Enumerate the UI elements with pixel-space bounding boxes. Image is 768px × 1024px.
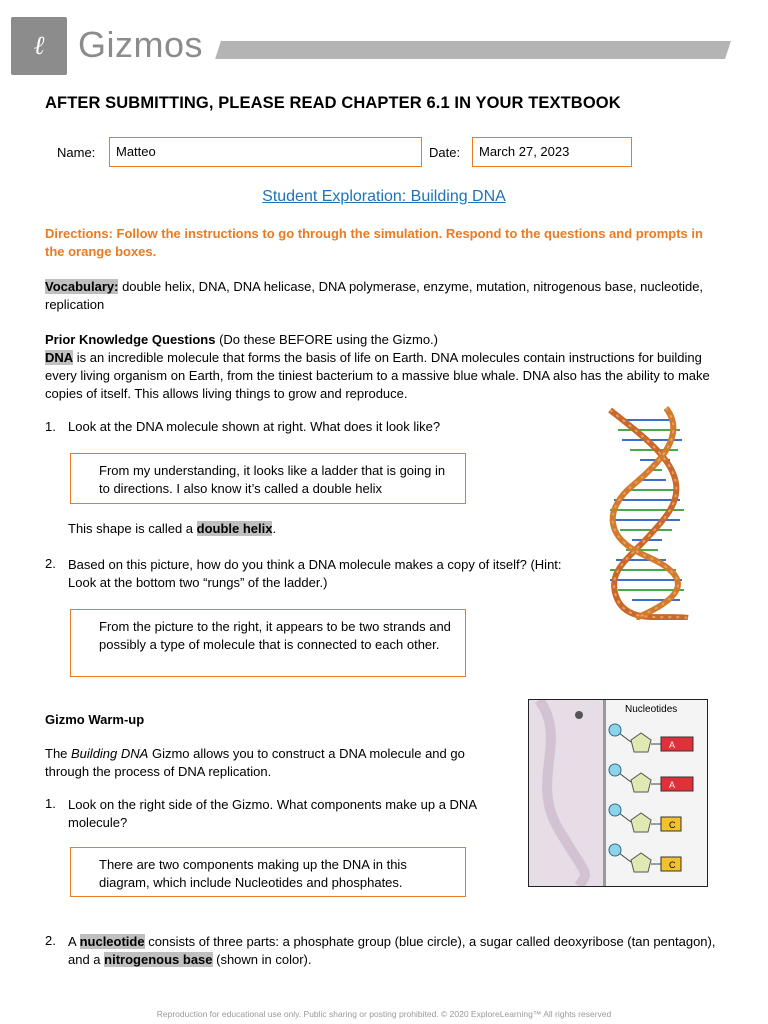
warmup-q1-number: 1. <box>45 796 56 811</box>
page-title[interactable]: Student Exploration: Building DNA <box>262 188 506 205</box>
base-letter: C <box>669 860 676 870</box>
sugar-pentagon <box>631 733 651 752</box>
prior-intro: is an incredible molecule that forms the basis of life on Earth. DNA molecules contain instructions for building every living organism on Earth, from the tiniest bacterium to a massive blue whale. DNA also has the ability to make copies of itself. This allows living things to grow and reproduce. <box>45 350 710 401</box>
panel-divider <box>603 700 606 886</box>
vocabulary-terms: double helix, DNA, DNA helicase, DNA polymerase, enzyme, mutation, nitrogenous base, nucleotide, replication <box>45 279 704 312</box>
prior-heading: Prior Knowledge Questions <box>45 332 216 347</box>
gizmos-brand: Gizmos <box>78 24 204 65</box>
shape-sentence: This shape is called a double helix. <box>68 521 277 536</box>
nucleotide-item[interactable] <box>609 764 693 792</box>
q1-text: Look at the DNA molecule shown at right. What does it look like? <box>68 419 441 434</box>
warmup-q2-number: 2. <box>45 933 56 948</box>
dna-double-helix-image <box>596 406 700 620</box>
sugar-pentagon <box>631 813 651 832</box>
header-bar <box>215 41 731 59</box>
q2-text: Based on this picture, how do you think a DNA molecule makes a copy of itself? (Hint: Look at the bottom two “rungs” of the ladder.) <box>68 557 562 590</box>
nitrogenous-base-term: nitrogenous base <box>104 952 213 967</box>
base-letter: A <box>669 740 676 750</box>
phosphate-circle <box>609 764 621 776</box>
directions <box>45 225 705 261</box>
dna-term: DNA <box>45 350 74 365</box>
vocabulary-label: Vocabulary: <box>45 279 119 294</box>
nucleotides-title: Nucleotides <box>625 704 678 715</box>
answer-box-2[interactable]: From the picture to the right, it appears to be two strands and possibly a type of molecule that is connected to each other. <box>70 609 466 677</box>
warmup-intro: The Building DNA Gizmo allows you to construct a DNA molecule and go through the process of DNA replication. <box>45 746 465 779</box>
q1-number: 1. <box>45 419 56 434</box>
base-letter: A <box>669 780 676 790</box>
footer-copyright: Reproduction for educational use only. Public sharing or posting prohibited. © 2020 ExploreLearning™ All rights reserved <box>156 1009 612 1019</box>
warmup-heading: Gizmo Warm-up <box>45 712 145 727</box>
nucleotides-panel <box>528 699 708 887</box>
prior-note: (Do these BEFORE using the Gizmo.) <box>215 332 438 347</box>
explorelearning-logo: ℓ <box>11 17 67 75</box>
nucleotide-item[interactable] <box>609 844 681 872</box>
base-letter: C <box>669 820 676 830</box>
phosphate-circle <box>609 804 621 816</box>
nucleotide-item[interactable] <box>609 804 681 832</box>
warmup-q2-text: A nucleotide consists of three parts: a phosphate group (blue circle), a sugar called deoxyribose (tan pentagon), and a nitrogenous base (shown in color). <box>68 934 716 967</box>
answer-box-3[interactable]: There are two components making up the DNA in this diagram, which include Nucleotides and phosphates. <box>70 847 466 897</box>
nucleotide-item[interactable] <box>609 724 693 752</box>
q2-number: 2. <box>45 556 56 571</box>
name-label: Name: <box>57 145 96 160</box>
prior-knowledge-section <box>45 331 717 403</box>
nucleotide-list <box>607 720 707 886</box>
date-label: Date: <box>429 145 461 160</box>
building-dna-title: Building DNA <box>71 746 149 761</box>
banner-heading: AFTER SUBMITTING, PLEASE READ CHAPTER 6.1 IN YOUR TEXTBOOK <box>45 94 621 112</box>
vocabulary <box>45 278 705 314</box>
answer-box-1[interactable]: From my understanding, it looks like a ladder that is going in to directions. I also know it’s called a double helix <box>70 453 466 504</box>
nucleotide-term: nucleotide <box>79 934 145 949</box>
name-field[interactable]: Matteo <box>109 137 422 167</box>
directions-text: Directions: Follow the instructions to go through the simulation. Respond to the questions and prompts in the orange boxes. <box>45 226 703 259</box>
nitrogenous-base <box>661 737 693 751</box>
nucleotide-icons <box>607 720 707 886</box>
sugar-pentagon <box>631 853 651 872</box>
nitrogenous-base <box>661 777 693 791</box>
sugar-pentagon <box>631 773 651 792</box>
phosphate-circle <box>609 724 621 736</box>
date-field[interactable]: March 27, 2023 <box>472 137 632 167</box>
warmup-q1-text: Look on the right side of the Gizmo. What components make up a DNA molecule? <box>68 797 477 830</box>
gizmo-cell-view <box>529 700 603 886</box>
double-helix-term: double helix <box>196 521 273 536</box>
phosphate-circle <box>609 844 621 856</box>
